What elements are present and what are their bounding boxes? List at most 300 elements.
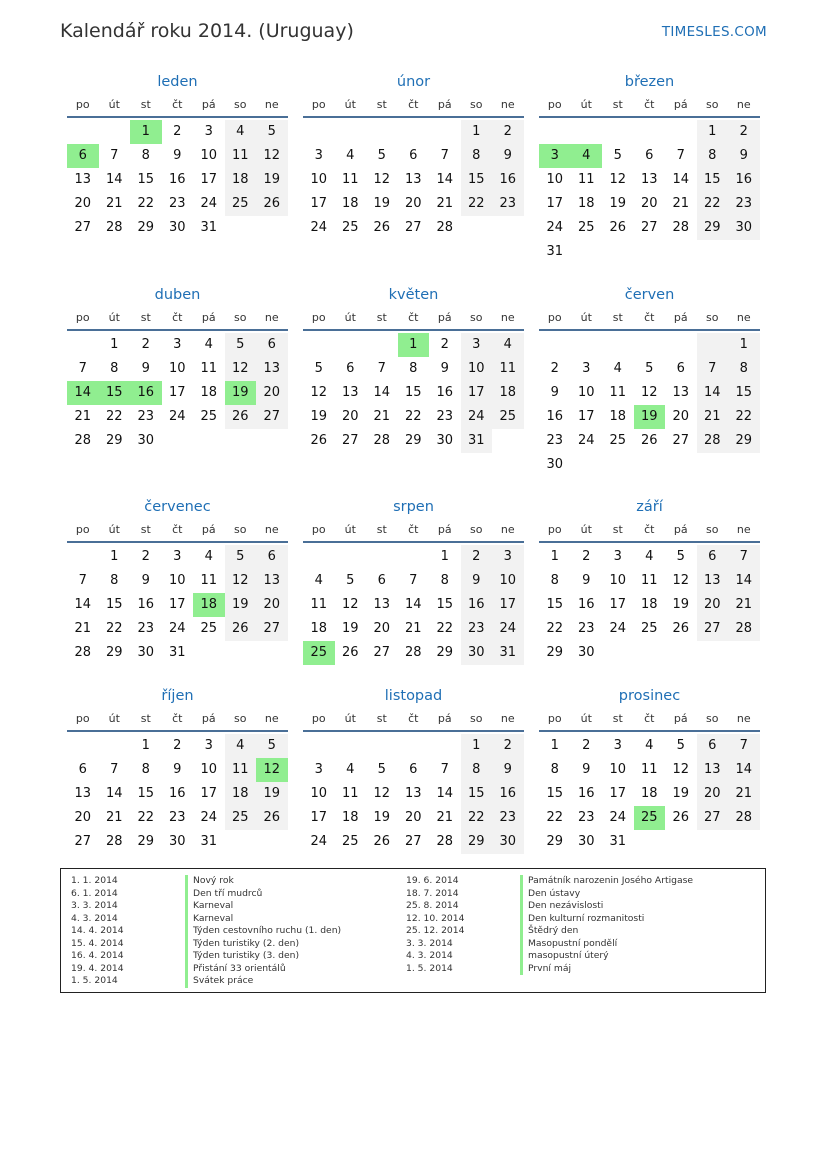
day-cell: 20	[256, 593, 288, 617]
day-cell: 6	[256, 333, 288, 357]
day-cell: 17	[200, 786, 218, 801]
weekday-label: so	[470, 311, 483, 324]
day-cell: 17	[546, 196, 564, 211]
day-cell: 12	[672, 762, 690, 777]
day-cell: 27	[74, 220, 92, 235]
day-cell: 15	[461, 782, 493, 806]
weekday-header-row	[539, 307, 760, 331]
day-cell: 1	[728, 333, 760, 357]
day-cell: 25	[492, 405, 524, 429]
month-name: únor	[396, 74, 431, 90]
weekday-label: po	[311, 712, 326, 725]
day-cell: 27	[697, 617, 729, 641]
day-cell: 15	[728, 381, 760, 405]
day-cell: 11	[200, 361, 218, 376]
holiday-day-cell: 19	[225, 381, 257, 405]
days-grid	[67, 120, 288, 240]
weekday-label: út	[344, 98, 356, 111]
weekday-label: čt	[644, 311, 655, 324]
weekday-label: st	[140, 523, 151, 536]
weekday-label: st	[612, 712, 623, 725]
day-cell: 5	[613, 148, 622, 163]
day-cell: 1	[440, 549, 449, 564]
day-cell: 19	[672, 597, 690, 612]
legend-holiday-name: Přistání 33 orientálů	[185, 963, 286, 976]
weekday-label: po	[547, 98, 562, 111]
day-cell: 25	[200, 621, 218, 636]
day-cell: 6	[409, 148, 418, 163]
day-cell: 8	[550, 573, 559, 588]
holiday-day-cell: 16	[130, 381, 162, 405]
legend-date: 4. 3. 2014	[71, 912, 118, 924]
day-cell: 8	[110, 573, 119, 588]
holiday-day-cell: 14	[67, 381, 99, 405]
empty-day-cell	[539, 120, 571, 144]
day-cell: 31	[200, 834, 218, 849]
day-cell: 5	[645, 361, 654, 376]
empty-day-cell	[67, 545, 99, 569]
day-cell: 23	[461, 617, 493, 641]
day-cell: 6	[645, 148, 654, 163]
day-cell: 16	[137, 597, 155, 612]
day-cell: 2	[173, 124, 182, 139]
day-cell: 23	[728, 192, 760, 216]
day-cell: 30	[577, 834, 595, 849]
day-cell: 11	[577, 172, 595, 187]
holiday-day-cell: 15	[99, 381, 131, 405]
day-cell: 10	[577, 385, 595, 400]
day-cell: 17	[168, 385, 186, 400]
day-cell: 8	[409, 361, 418, 376]
empty-day-cell	[429, 120, 461, 144]
day-cell: 9	[582, 762, 591, 777]
days-grid	[303, 333, 524, 453]
empty-day-cell	[602, 333, 634, 357]
holiday-day-cell: 6	[67, 144, 99, 168]
day-cell: 12	[373, 172, 391, 187]
day-cell: 30	[577, 645, 595, 660]
day-cell: 7	[440, 762, 449, 777]
day-cell: 16	[168, 786, 186, 801]
day-cell: 30	[728, 216, 760, 240]
weekday-label: ne	[500, 98, 515, 111]
empty-day-cell	[99, 120, 131, 144]
day-cell: 23	[546, 433, 564, 448]
weekday-label: st	[612, 311, 623, 324]
day-cell: 27	[672, 433, 690, 448]
day-cell: 8	[461, 758, 493, 782]
day-cell: 24	[310, 220, 328, 235]
day-cell: 2	[728, 120, 760, 144]
day-cell: 6	[78, 762, 87, 777]
day-cell: 24	[200, 196, 218, 211]
day-cell: 15	[436, 597, 454, 612]
day-cell: 24	[546, 220, 564, 235]
weekday-label: po	[547, 523, 562, 536]
month-block	[539, 70, 760, 264]
day-cell: 5	[676, 738, 685, 753]
day-cell: 6	[676, 361, 685, 376]
day-cell: 20	[697, 593, 729, 617]
weekday-label: čt	[408, 712, 419, 725]
day-cell: 3	[492, 545, 524, 569]
day-cell: 3	[314, 762, 323, 777]
day-cell: 17	[461, 381, 493, 405]
month-block	[539, 495, 760, 665]
weekday-label: pá	[201, 523, 216, 536]
weekday-label: pá	[673, 98, 688, 111]
day-cell: 28	[373, 433, 391, 448]
day-cell: 17	[310, 196, 328, 211]
day-cell: 18	[341, 196, 359, 211]
weekday-label: pá	[201, 98, 216, 111]
day-cell: 10	[609, 573, 627, 588]
weekday-label: pá	[673, 311, 688, 324]
day-cell: 18	[640, 597, 658, 612]
days-grid	[303, 120, 524, 240]
day-cell: 14	[105, 172, 123, 187]
day-cell: 14	[672, 172, 690, 187]
month-name: září	[636, 499, 663, 515]
day-cell: 30	[461, 641, 493, 665]
day-cell: 11	[609, 385, 627, 400]
day-cell: 1	[141, 738, 150, 753]
day-cell: 3	[314, 148, 323, 163]
day-cell: 9	[492, 144, 524, 168]
day-cell: 26	[341, 645, 359, 660]
weekday-label: čt	[172, 712, 183, 725]
day-cell: 10	[461, 357, 493, 381]
empty-day-cell	[366, 545, 398, 569]
day-cell: 26	[640, 433, 658, 448]
page-title: Kalendář roku 2014. (Uruguay)	[60, 20, 354, 42]
day-cell: 2	[582, 738, 591, 753]
weekday-label: st	[140, 311, 151, 324]
day-cell: 21	[672, 196, 690, 211]
weekday-label: ne	[264, 98, 279, 111]
legend-date: 18. 7. 2014	[406, 887, 459, 899]
legend-date: 1. 5. 2014	[406, 962, 453, 974]
holiday-day-cell: 3	[539, 144, 571, 168]
day-cell: 29	[404, 433, 422, 448]
day-cell: 13	[74, 786, 92, 801]
weekday-header-row	[67, 307, 288, 331]
weekday-label: so	[470, 712, 483, 725]
holiday-legend	[60, 868, 766, 993]
legend-holiday-name: Nový rok	[185, 875, 234, 888]
day-cell: 4	[204, 549, 213, 564]
day-cell: 4	[645, 549, 654, 564]
day-cell: 7	[78, 361, 87, 376]
day-cell: 26	[310, 433, 328, 448]
day-cell: 31	[609, 834, 627, 849]
day-cell: 24	[577, 433, 595, 448]
day-cell: 19	[341, 621, 359, 636]
empty-day-cell	[67, 333, 99, 357]
day-cell: 9	[173, 762, 182, 777]
day-cell: 19	[310, 409, 328, 424]
day-cell: 30	[436, 433, 454, 448]
day-cell: 15	[137, 786, 155, 801]
weekday-label: so	[234, 712, 247, 725]
empty-day-cell	[539, 333, 571, 357]
day-cell: 27	[697, 806, 729, 830]
day-cell: 5	[256, 120, 288, 144]
day-cell: 8	[550, 762, 559, 777]
weekday-header-row	[539, 708, 760, 732]
day-cell: 3	[582, 361, 591, 376]
month-name: leden	[157, 74, 198, 90]
day-cell: 17	[609, 786, 627, 801]
day-cell: 20	[404, 196, 422, 211]
day-cell: 6	[377, 573, 386, 588]
day-cell: 11	[492, 357, 524, 381]
day-cell: 21	[105, 196, 123, 211]
weekday-label: út	[108, 523, 120, 536]
day-cell: 31	[492, 641, 524, 665]
day-cell: 18	[225, 782, 257, 806]
day-cell: 9	[173, 148, 182, 163]
day-cell: 1	[110, 337, 119, 352]
day-cell: 23	[137, 621, 155, 636]
weekday-label: út	[580, 98, 592, 111]
holiday-day-cell: 25	[303, 641, 335, 665]
legend-holiday-name: Masopustní pondělí	[520, 938, 617, 951]
day-cell: 14	[728, 569, 760, 593]
month-block	[67, 70, 288, 240]
day-cell: 29	[105, 433, 123, 448]
day-cell: 4	[645, 738, 654, 753]
day-cell: 16	[577, 597, 595, 612]
day-cell: 19	[373, 810, 391, 825]
day-cell: 28	[74, 645, 92, 660]
day-cell: 27	[256, 405, 288, 429]
weekday-label: út	[580, 523, 592, 536]
day-cell: 12	[256, 144, 288, 168]
weekday-label: so	[234, 523, 247, 536]
day-cell: 23	[436, 409, 454, 424]
day-cell: 1	[697, 120, 729, 144]
day-cell: 8	[141, 762, 150, 777]
weekday-label: so	[706, 311, 719, 324]
weekday-label: ne	[736, 523, 751, 536]
day-cell: 10	[200, 148, 218, 163]
day-cell: 26	[609, 220, 627, 235]
weekday-header-row	[303, 519, 524, 543]
day-cell: 4	[492, 333, 524, 357]
day-cell: 24	[310, 834, 328, 849]
weekday-header-row	[303, 307, 524, 331]
day-cell: 29	[436, 645, 454, 660]
day-cell: 29	[137, 834, 155, 849]
legend-date: 1. 5. 2014	[71, 975, 118, 986]
day-cell: 11	[341, 786, 359, 801]
weekday-label: pá	[437, 712, 452, 725]
day-cell: 11	[225, 758, 257, 782]
day-cell: 28	[74, 433, 92, 448]
day-cell: 24	[461, 405, 493, 429]
day-cell: 21	[436, 196, 454, 211]
day-cell: 11	[640, 573, 658, 588]
day-cell: 19	[373, 196, 391, 211]
month-name: červen	[624, 287, 675, 303]
day-cell: 7	[110, 762, 119, 777]
day-cell: 18	[341, 810, 359, 825]
day-cell: 13	[341, 385, 359, 400]
brand-logo-text[interactable]: TIMESLES.COM	[661, 24, 767, 40]
day-cell: 16	[461, 593, 493, 617]
days-grid	[303, 734, 524, 854]
days-grid	[303, 545, 524, 665]
day-cell: 21	[373, 409, 391, 424]
day-cell: 21	[436, 810, 454, 825]
weekday-label: st	[376, 712, 387, 725]
empty-day-cell	[366, 734, 398, 758]
weekday-label: po	[75, 523, 90, 536]
day-cell: 24	[168, 409, 186, 424]
day-cell: 25	[577, 220, 595, 235]
weekday-label: so	[470, 523, 483, 536]
weekday-label: út	[108, 311, 120, 324]
day-cell: 24	[168, 621, 186, 636]
day-cell: 20	[672, 409, 690, 424]
day-cell: 4	[613, 361, 622, 376]
legend-holiday-name: Svátek práce	[185, 975, 253, 988]
empty-day-cell	[398, 734, 430, 758]
legend-date: 4. 3. 2014	[406, 950, 453, 961]
day-cell: 22	[546, 621, 564, 636]
weekday-label: so	[706, 523, 719, 536]
day-cell: 11	[310, 597, 328, 612]
empty-day-cell	[335, 120, 367, 144]
day-cell: 18	[577, 196, 595, 211]
day-cell: 5	[676, 549, 685, 564]
day-cell: 10	[609, 762, 627, 777]
day-cell: 16	[728, 168, 760, 192]
legend-holiday-name: První máj	[520, 963, 571, 976]
legend-date: 14. 4. 2014	[71, 925, 124, 936]
day-cell: 18	[225, 168, 257, 192]
month-block	[539, 684, 760, 854]
day-cell: 27	[256, 617, 288, 641]
day-cell: 13	[404, 786, 422, 801]
empty-day-cell	[335, 333, 367, 357]
weekday-label: ne	[500, 523, 515, 536]
month-name: duben	[154, 287, 201, 303]
weekday-label: st	[140, 98, 151, 111]
day-cell: 20	[697, 782, 729, 806]
weekday-label: po	[311, 523, 326, 536]
day-cell: 21	[105, 810, 123, 825]
empty-day-cell	[335, 734, 367, 758]
empty-day-cell	[634, 333, 666, 357]
weekday-label: ne	[500, 712, 515, 725]
weekday-label: so	[234, 98, 247, 111]
weekday-label: st	[612, 98, 623, 111]
day-cell: 4	[346, 148, 355, 163]
empty-day-cell	[303, 333, 335, 357]
holiday-day-cell: 19	[634, 405, 666, 429]
day-cell: 11	[225, 144, 257, 168]
day-cell: 10	[546, 172, 564, 187]
day-cell: 12	[373, 786, 391, 801]
empty-day-cell	[697, 333, 729, 357]
day-cell: 22	[728, 405, 760, 429]
day-cell: 22	[436, 621, 454, 636]
weekday-label: ne	[264, 712, 279, 725]
legend-date: 19. 4. 2014	[71, 962, 124, 974]
weekday-label: čt	[408, 523, 419, 536]
day-cell: 6	[346, 361, 355, 376]
day-cell: 27	[640, 220, 658, 235]
day-cell: 14	[436, 172, 454, 187]
day-cell: 15	[137, 172, 155, 187]
month-block	[67, 495, 288, 665]
day-cell: 21	[74, 409, 92, 424]
day-cell: 8	[461, 144, 493, 168]
weekday-label: út	[344, 712, 356, 725]
weekday-label: ne	[736, 311, 751, 324]
day-cell: 1	[550, 738, 559, 753]
day-cell: 31	[461, 429, 493, 453]
legend-holiday-name: Štědrý den	[520, 925, 578, 938]
empty-day-cell	[366, 333, 398, 357]
weekday-label: po	[75, 712, 90, 725]
weekday-label: po	[75, 98, 90, 111]
day-cell: 21	[697, 405, 729, 429]
day-cell: 17	[168, 597, 186, 612]
day-cell: 20	[640, 196, 658, 211]
legend-holiday-name: Týden cestovního ruchu (1. den)	[185, 925, 341, 938]
day-cell: 5	[377, 762, 386, 777]
month-block	[67, 684, 288, 854]
month-block	[303, 495, 524, 665]
day-cell: 14	[697, 381, 729, 405]
day-cell: 10	[168, 573, 186, 588]
day-cell: 27	[74, 834, 92, 849]
day-cell: 3	[461, 333, 493, 357]
day-cell: 17	[200, 172, 218, 187]
day-cell: 2	[582, 549, 591, 564]
month-block	[539, 283, 760, 477]
day-cell: 21	[404, 621, 422, 636]
day-cell: 22	[404, 409, 422, 424]
day-cell: 1	[550, 549, 559, 564]
day-cell: 5	[225, 333, 257, 357]
day-cell: 6	[409, 762, 418, 777]
day-cell: 25	[341, 220, 359, 235]
day-cell: 30	[492, 830, 524, 854]
day-cell: 29	[546, 834, 564, 849]
day-cell: 2	[492, 734, 524, 758]
day-cell: 22	[105, 409, 123, 424]
day-cell: 19	[225, 593, 257, 617]
day-cell: 27	[341, 433, 359, 448]
weekday-label: čt	[172, 311, 183, 324]
day-cell: 28	[672, 220, 690, 235]
day-cell: 29	[105, 645, 123, 660]
day-cell: 10	[492, 569, 524, 593]
day-cell: 21	[728, 782, 760, 806]
holiday-day-cell: 4	[571, 144, 603, 168]
weekday-header-row	[303, 94, 524, 118]
legend-date: 19. 6. 2014	[406, 875, 459, 886]
day-cell: 13	[256, 357, 288, 381]
day-cell: 23	[168, 810, 186, 825]
day-cell: 11	[200, 573, 218, 588]
days-grid	[67, 734, 288, 854]
day-cell: 15	[546, 786, 564, 801]
